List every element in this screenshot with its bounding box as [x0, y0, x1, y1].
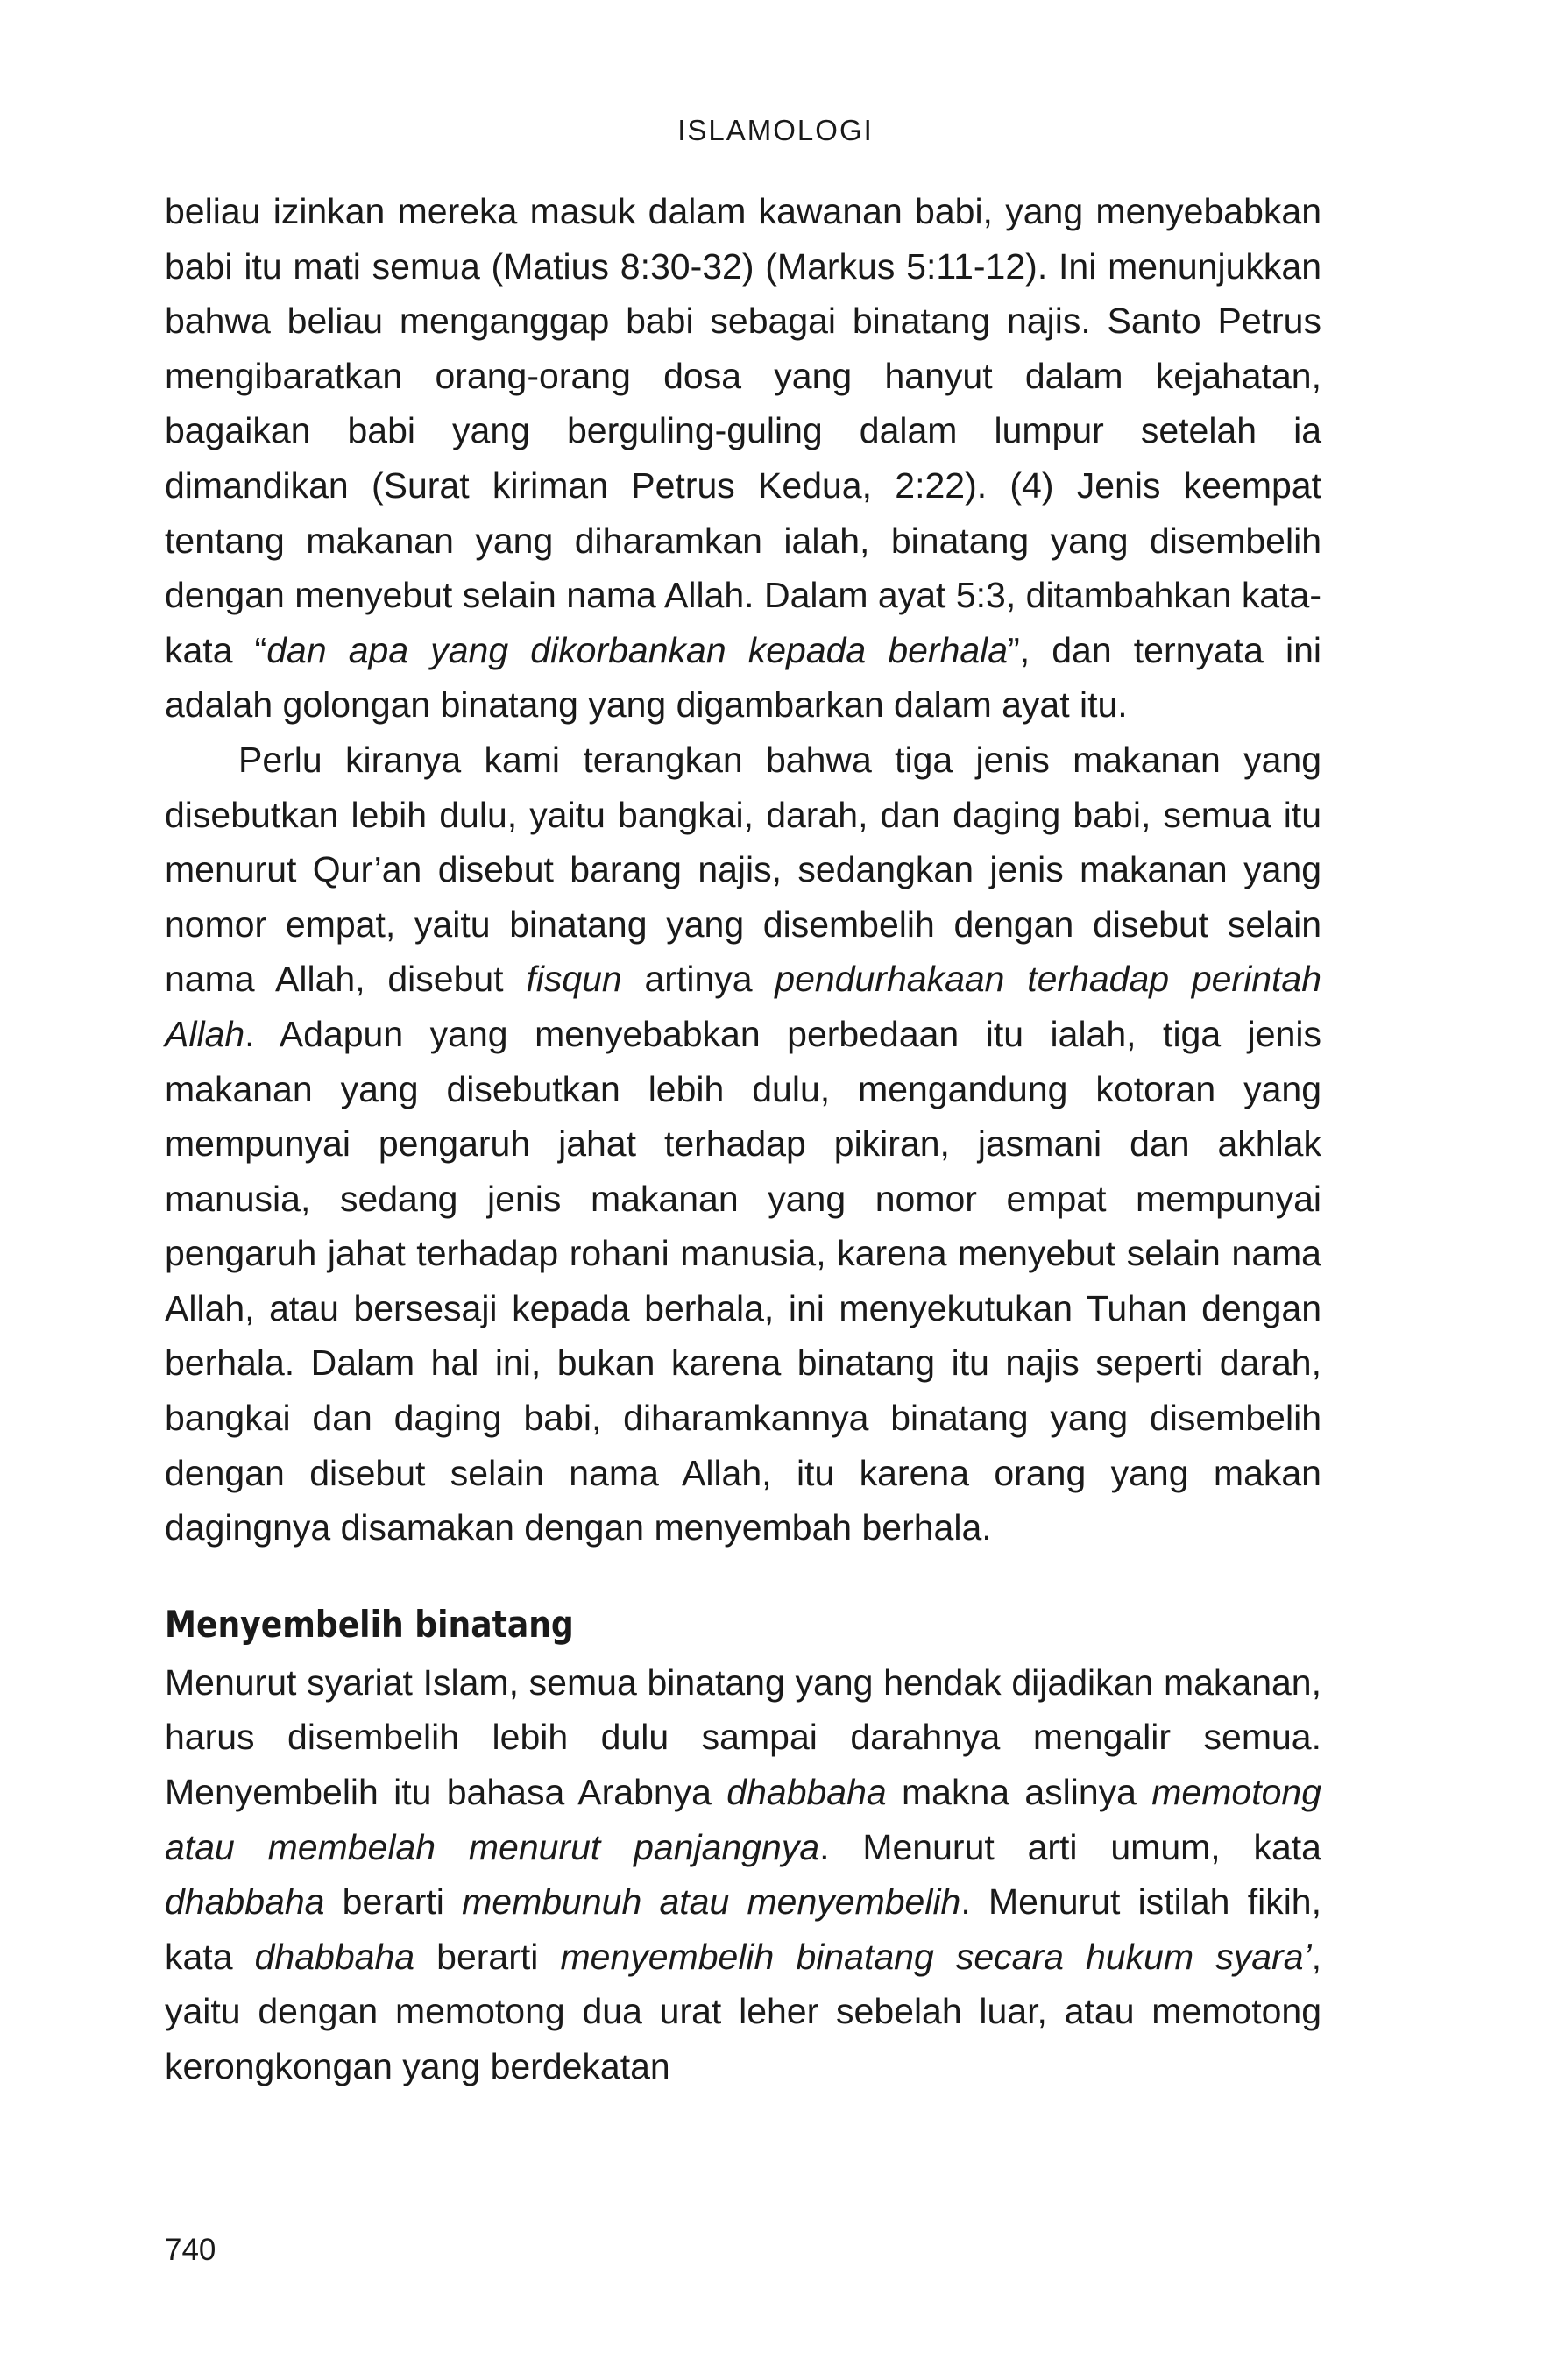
paragraph-2: [165, 733, 1321, 1555]
page-number: 740: [165, 2233, 216, 2267]
section-heading: Menyembelih binatang: [165, 1602, 574, 1646]
page-body: [165, 184, 1321, 2094]
italic-text: dhabbaha: [165, 1881, 325, 1923]
paragraph-3: [165, 1655, 1321, 2094]
text-run: berarti: [324, 1881, 463, 1923]
italic-text: dan apa yang dikorbankan kepada berhala: [266, 629, 1009, 670]
italic-text: dhabbaha: [254, 1936, 415, 1977]
running-header: ISLAMOLOGI: [677, 114, 874, 146]
italic-text: membunuh atau menyembelih: [462, 1881, 961, 1923]
italic-text: fisqun: [526, 959, 622, 1000]
paragraph-1: [165, 184, 1321, 733]
italic-text: menyembelih binatang secara hukum syara’: [560, 1936, 1312, 1977]
italic-text: memotong atau membelah menurut panjangnya: [165, 1772, 1321, 1867]
text-run: . Menurut arti umum, kata: [819, 1826, 1321, 1867]
text-run: berarti: [414, 1936, 561, 1977]
text-run: Menurut syariat Islam, semua binatang yang hendak dijadikan makanan, harus disembelih lebih dulu sampai darahnya mengalir semua. Menyembelih itu bahasa Arabnya: [165, 1661, 1321, 1813]
text-run: artinya: [621, 959, 776, 1000]
text-run: . Adapun yang menyebabkan perbedaan itu ialah, tiga jenis makanan yang disebutkan lebih dulu, mengandung kotoran yang mempunyai pengaruh jahat terhadap pikiran, jasmani dan akhlak manusia, sedang jenis makanan yang nomor empat mempunyai pengaruh jahat terhadap rohani manusia, karena menyebut selain nama Allah, atau bersesaji kepada berhala, ini menyekutukan Tuhan dengan berhala. Dalam hal ini, bukan karena binatang itu najis seperti darah, bangkai dan daging babi, diharamkannya binatang yang disembelih dengan disebut selain nama Allah, itu karena orang yang makan dagingnya disamakan dengan menyembah berhala.: [165, 1013, 1321, 1548]
italic-text: pendurhakaan terhadap perintah Allah: [165, 959, 1321, 1054]
text-run: ”, dan ternyata ini adalah golongan binatang yang digambarkan dalam ayat itu.: [165, 629, 1322, 726]
text-run: beliau izinkan mereka masuk dalam kawanan babi, yang menyebabkan babi itu mati semua (Matius 8:30-32) (Markus 5:11-12). Ini menunjukkan bahwa beliau menganggap babi sebagai binatang najis. Santo Petrus mengibaratkan orang-orang dosa yang hanyut dalam kejahatan, bagaikan babi yang berguling-guling dalam lumpur setelah ia dimandikan (Surat kiriman Petrus Kedua, 2:22). (4) Jenis keempat tentang makanan yang diharamkan ialah, binatang yang disembelih dengan menyebut selain nama Allah. Dalam ayat 5:3, ditambahkan kata-kata “: [165, 191, 1321, 670]
text-run: , yaitu dengan memotong dua urat leher sebelah luar, atau memotong kerongkongan yang berdekatan: [165, 1936, 1322, 2086]
text-run: . Menurut istilah fikih, kata: [165, 1881, 1321, 1977]
text-run: makna aslinya: [886, 1772, 1152, 1813]
text-run: Perlu kiranya kami terangkan bahwa tiga jenis makanan yang disebutkan lebih dulu, yaitu bangkai, darah, dan daging babi, semua itu menurut Qur’an disebut barang najis, sedangkan jenis makanan yang nomor empat, yaitu binatang yang disembelih dengan disebut selain nama Allah, disebut: [165, 739, 1321, 1000]
italic-text: dhabbaha: [726, 1772, 887, 1813]
